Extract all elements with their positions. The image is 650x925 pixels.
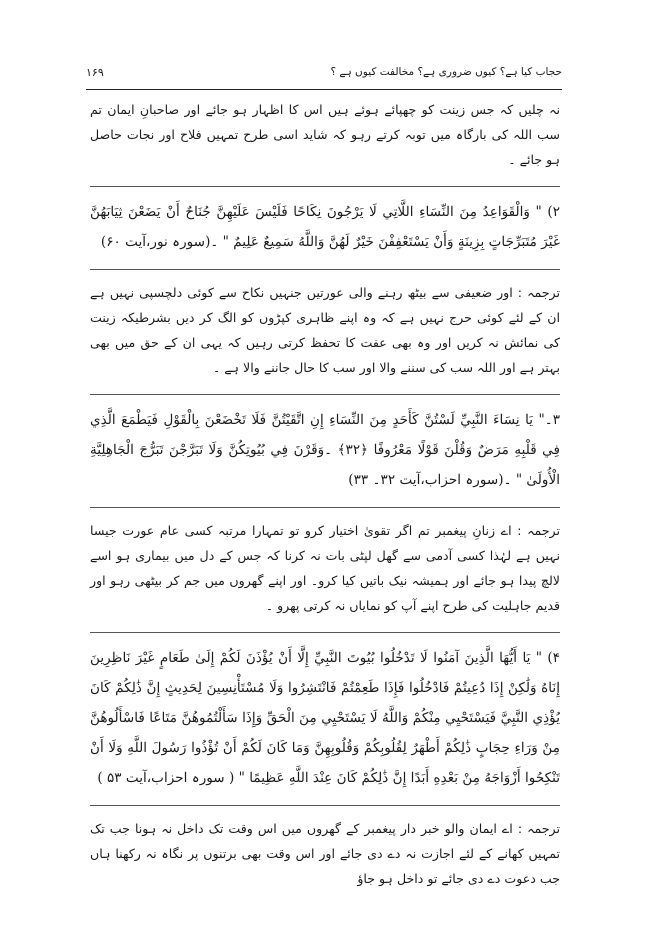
section-divider (90, 186, 560, 187)
page-number: ۱۶۹ (86, 66, 104, 79)
section-divider (90, 269, 560, 270)
quran-verse: ۲) " وَالْقَوَاعِدُ مِنَ النِّسَاءِ اللَّاتِي لَا يَرْجُونَ نِكَاحًا فَلَيْسَ عَلَيْهِنَّ جُنَاحٌ أَنْ يَضَعْنَ ثِيَابَهُنَّ غَيْرَ مُتَبَرِّجَاتٍ بِزِينَةٍ وَأَنْ يَسْتَعْفِفْنَ خَيْرٌ لَهُنَّ وَاللَّهُ سَمِيعٌ عَلِيمٌ " ۔(سورہ نور،آیت ۶۰) (90, 204, 560, 250)
section-divider (90, 507, 560, 508)
translation-paragraph: ترجمہ : اور ضعیفی سے بیٹھ رہنے والی عورتیں جنہیں نکاح سے کوئی دلچسپی نہیں ہے ان کے لئے کوئی حرج نہیں ہے کہ وہ اپنے ظاہری کپڑوں کو الگ کر دیں بشرطیکہ زینت کی نمائش نہ کریں اور وہ بھی عفت کا تحفظ کرتی رہیں کہ یہی ان کے حق میں بھی بہتر ہے اور اللہ سب کی سننے والا اور سب کا حال جاننے والا ہے ۔ (90, 285, 560, 375)
running-header-title: حجاب کیا ہے؟ کیوں ضروری ہے؟ مخالفت کیوں ہے ؟ (330, 66, 562, 78)
translation-paragraph: ترجمہ : اے زنانِ پیغمبر تم اگر تقویٰ اختیار کرو تو تمہارا مرتبہ کسی عام عورت جیسا نہیں ہے لہٰذا کسی آدمی سے گھل لپٹی بات نہ کرنا کہ جس کے دل میں بیماری ہو اسے لالچ پیدا ہو جائے اور ہمیشہ نیک باتیں کیا کرو۔ اور اپنے گھروں میں جم کر بیٹھی رہو اور قدیم جاہلیت کی طرح اپنے آپ کو نمایاں نہ کرتی پھرو ۔ (90, 523, 560, 613)
section-divider (90, 394, 560, 395)
section-divider (90, 632, 560, 633)
quran-verse: ۴) " يَا أَيُّهَا الَّذِينَ آمَنُوا لَا تَدْخُلُوا بُيُوتَ النَّبِيِّ إِلَّا أَنْ يُؤْذَنَ لَكُمْ إِلَىٰ طَعَامٍ غَيْرَ نَاظِرِينَ إِنَاهُ وَلَٰكِنْ إِذَا دُعِيتُمْ فَادْخُلُوا فَإِذَا طَعِمْتُمْ فَانْتَشِرُوا وَلَا مُسْتَأْنِسِينَ لِحَدِيثٍ إِنَّ ذَٰلِكُمْ كَانَ يُؤْذِي النَّبِيَّ فَيَسْتَحْيِي مِنْكُمْ وَاللَّهُ لَا يَسْتَحْيِي مِنَ الْحَقِّ وَإِذَا سَأَلْتُمُوهُنَّ مَتَاعًا فَاسْأَلُوهُنَّ مِنْ وَرَاءِ حِجَابٍ ذَٰلِكُمْ أَطْهَرُ لِقُلُوبِكُمْ وَقُلُوبِهِنَّ وَمَا كَانَ لَكُمْ أَنْ تُؤْذُوا رَسُولَ اللَّهِ وَلَا أَنْ تَنْكِحُوا أَزْوَاجَهُ مِنْ بَعْدِهِ أَبَدًا إِنَّ ذَٰلِكُمْ كَانَ عِنْدَ اللَّهِ عَظِيمًا " ( سورہ احزاب،آیت ۵۳ ) (90, 650, 560, 786)
header-divider (86, 89, 562, 90)
section-divider (90, 805, 560, 806)
running-header (86, 62, 562, 90)
page-body (90, 97, 560, 905)
translation-paragraph: ترجمہ : اے ایمان والو خبر دار پیغمبر کے گھروں میں اس وقت تک داخل نہ ہونا جب تک تمہیں کھانے کے لئے اجازت نہ دے دی جائے اور اس وقت بھی برتنوں پر نگاہ نہ رکھنا ہاں جب دعوت دے دی جائے تو داخل ہو جاؤ (90, 821, 560, 886)
translation-paragraph: نہ چلیں کہ جس زینت کو چھپائے ہوئے ہیں اس کا اظہار ہو جائے اور صاحبانِ ایمان تم سب اللہ کی بارگاہ میں توبہ کرتے رہو کہ شاید اسی طرح تمہیں فلاح اور نجات حاصل ہو جائے ۔ (90, 102, 560, 167)
quran-verse: ۳۔" يَا نِسَاءَ النَّبِيِّ لَسْتُنَّ كَأَحَدٍ مِنَ النِّسَاءِ إِنِ اتَّقَيْتُنَّ فَلَا تَخْضَعْنَ بِالْقَوْلِ فَيَطْمَعَ الَّذِي فِي قَلْبِهِ مَرَضٌ وَقُلْنَ قَوْلًا مَعْرُوفًا ﴿۳۲﴾ ۔وَقَرْنَ فِي بُيُوتِكُنَّ وَلَا تَبَرَّجْنَ تَبَرُّجَ الْجَاهِلِيَّةِ الْأُولَىٰ " ۔(سورہ احزاب،آیت ۳۲۔ ۳۳) (90, 412, 561, 488)
